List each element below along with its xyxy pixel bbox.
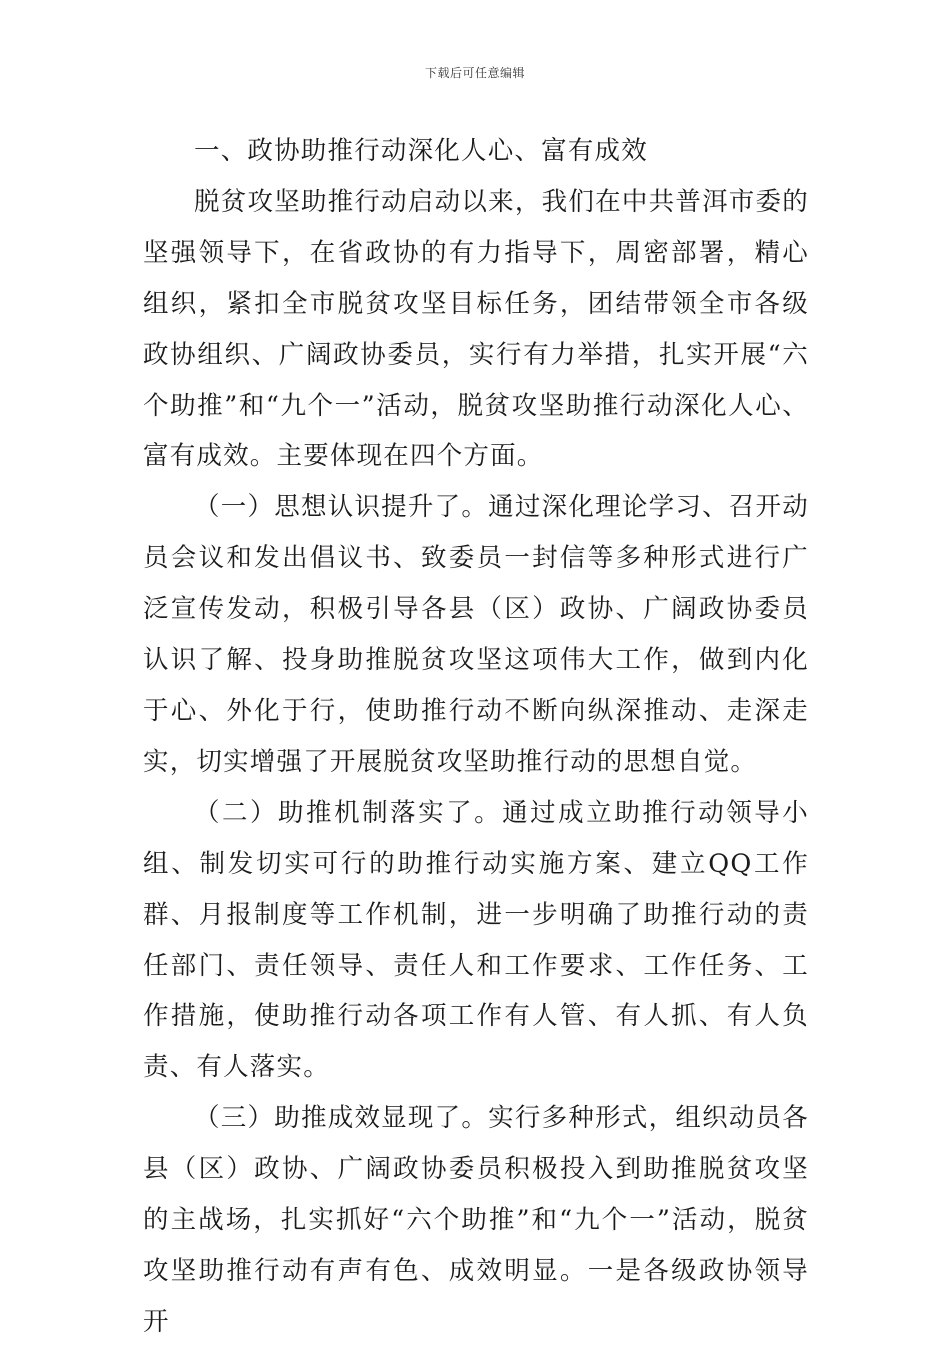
header-note: 下载后可任意编辑 [424,66,525,80]
paragraph-2: （二）助推机制落实了。通过成立助推行动领导小组、制发切实可行的助推行动实施方案、建立QQ工作群、月报制度等工作机制，进一步明确了助推行动的责任部门、责任领导、责任人和工作要求、工作任务、工作措施，使助推行动各项工作有人管、有人抓、有人负责、有人落实。 [143,797,809,1083]
paragraph-1: （一）思想认识提升了。通过深化理论学习、召开动员会议和发出倡议书、致委员一封信等多种形式进行广泛宣传发动，积极引导各县（区）政协、广阔政协委员认识了解、投身助推脱贫攻坚这项伟大工作，做到内化于心、外化于行，使助推行动不断向纵深推动、走深走实，切实增强了开展脱贫攻坚助推行动的思想自觉。 [143,492,809,777]
paragraph-3: （三）助推成效显现了。实行多种形式，组织动员各县（区）政协、广阔政协委员积极投入到助推脱贫攻坚的主战场，扎实抓好“六个助推”和“九个一”活动，脱贫攻坚助推行动有声有色、成效明显。一是各级政协领导开 [143,1103,809,1337]
section-heading: 一、政协助推行动深化人心、富有成效 [194,136,648,166]
document-body [143,126,809,1348]
paragraph-intro: 脱贫攻坚助推行动启动以来，我们在中共普洱市委的坚强领导下，在省政协的有力指导下，周密部署，精心组织，紧扣全市脱贫攻坚目标任务，团结带领全市各级政协组织、广阔政协委员，实行有力举措，扎实开展“六个助推”和“九个一”活动，脱贫攻坚助推行动深化人心、富有成效。主要体现在四个方面。 [143,186,809,472]
